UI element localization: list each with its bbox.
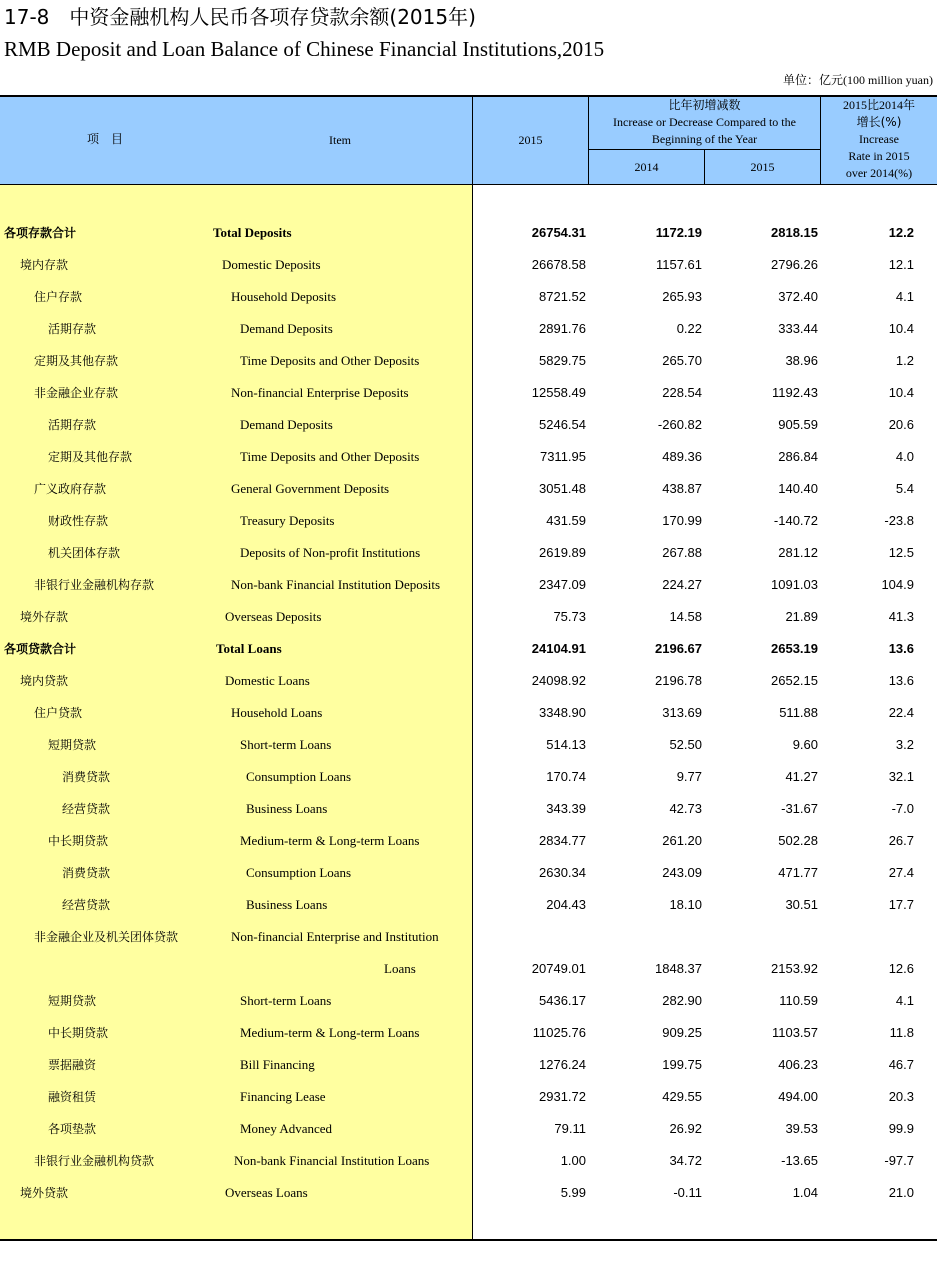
table-row — [0, 537, 937, 569]
increase-2015: 905.59 — [778, 417, 818, 432]
increase-2014: -0.11 — [673, 1185, 702, 1200]
header-increase-en-1: Increase or Decrease Compared to the — [613, 115, 796, 129]
row-label-en: Deposits of Non-profit Institutions — [240, 545, 421, 560]
increase-2015: 1192.43 — [771, 385, 818, 400]
growth-rate: 12.6 — [888, 961, 914, 976]
increase-2015: 2796.26 — [771, 257, 818, 272]
table-row — [0, 953, 937, 985]
increase-2015: 471.77 — [778, 865, 818, 880]
increase-2015: 2653.19 — [771, 641, 818, 656]
row-label-cn: 经营贷款 — [62, 802, 111, 816]
growth-rate: 46.7 — [888, 1057, 914, 1072]
increase-2015: 9.60 — [792, 737, 818, 752]
row-label-en: Domestic Deposits — [222, 257, 321, 272]
row-label-en: Financing Lease — [240, 1089, 326, 1104]
increase-2014: 224.27 — [662, 577, 702, 592]
header-rate-l5: over 2014(%) — [845, 166, 913, 180]
value-2015: 170.74 — [546, 769, 586, 784]
growth-rate: 26.7 — [888, 833, 914, 848]
increase-2014: 42.73 — [669, 801, 702, 816]
growth-rate: 32.1 — [888, 769, 914, 784]
bottom-rule — [0, 1239, 937, 1241]
row-label-cn: 住户存款 — [34, 290, 83, 304]
table-row — [0, 345, 937, 377]
growth-rate: 12.1 — [888, 257, 914, 272]
row-label-cn: 非金融企业及机关团体贷款 — [34, 930, 179, 944]
table-row — [0, 889, 937, 921]
header-rate-l1: 2015比2014年 — [842, 98, 915, 112]
header-sub-2014: 2014 — [634, 160, 659, 174]
row-label-en: Short-term Loans — [240, 737, 332, 752]
increase-2014: 14.58 — [669, 609, 702, 624]
growth-rate: 4.1 — [895, 289, 914, 304]
increase-2015: 38.96 — [785, 353, 818, 368]
increase-2015: 21.89 — [785, 609, 818, 624]
row-label-en: Consumption Loans — [246, 769, 352, 784]
increase-2014: 261.20 — [662, 833, 702, 848]
row-label-cn: 中长期贷款 — [48, 834, 109, 848]
value-2015: 2630.34 — [539, 865, 586, 880]
increase-2014: -260.82 — [657, 417, 702, 432]
row-label-en: Money Advanced — [240, 1121, 333, 1136]
increase-2015: -31.67 — [781, 801, 818, 816]
row-label-cn: 境内贷款 — [20, 674, 69, 688]
value-2015: 8721.52 — [539, 289, 586, 304]
value-2015: 11025.76 — [532, 1025, 586, 1040]
row-label-cn: 住户贷款 — [34, 706, 83, 720]
growth-rate: 27.4 — [888, 865, 914, 880]
table-row — [0, 825, 937, 857]
increase-2015: 372.40 — [778, 289, 818, 304]
increase-2014: 243.09 — [662, 865, 702, 880]
value-2015: 24098.92 — [531, 673, 586, 688]
increase-2015: -140.72 — [773, 513, 818, 528]
row-label-cn: 境内存款 — [20, 258, 69, 272]
value-2015: 79.11 — [554, 1121, 586, 1136]
row-label-cn: 短期贷款 — [48, 738, 97, 752]
table-row — [0, 985, 937, 1017]
value-2015: 3051.48 — [539, 481, 586, 496]
row-label-cn: 融资租赁 — [48, 1090, 97, 1104]
table-row — [0, 249, 937, 281]
value-2015: 26678.58 — [531, 257, 586, 272]
table-row — [0, 1177, 937, 1209]
value-2015: 2834.77 — [539, 833, 586, 848]
row-label-en: Demand Deposits — [240, 417, 333, 432]
increase-2014: 1848.37 — [655, 961, 702, 976]
growth-rate: 99.9 — [888, 1121, 914, 1136]
growth-rate: 10.4 — [888, 385, 914, 400]
increase-2015: 406.23 — [778, 1057, 818, 1072]
increase-2015: 1091.03 — [771, 577, 818, 592]
table-row — [0, 633, 937, 665]
increase-2014: 265.93 — [662, 289, 702, 304]
row-label-cn: 消费贷款 — [62, 866, 111, 880]
increase-2014: 429.55 — [662, 1089, 702, 1104]
growth-rate: 22.4 — [888, 705, 914, 720]
growth-rate: -23.8 — [884, 513, 914, 528]
growth-rate: -97.7 — [884, 1153, 914, 1168]
increase-2014: 265.70 — [662, 353, 702, 368]
increase-2014: 267.88 — [662, 545, 702, 560]
row-label-en: Non-bank Financial Institution Loans — [234, 1153, 430, 1168]
row-label-en: Overseas Loans — [225, 1185, 308, 1200]
row-label-en: General Government Deposits — [231, 481, 390, 496]
increase-2015: 140.40 — [778, 481, 818, 496]
value-2015: 2619.89 — [539, 545, 586, 560]
table-row — [0, 1017, 937, 1049]
value-2015: 5.99 — [560, 1185, 586, 1200]
row-label-cn: 广义政府存款 — [34, 482, 107, 496]
growth-rate: 10.4 — [888, 321, 914, 336]
table-row — [0, 313, 937, 345]
header-rate-l2: 增长(%) — [856, 115, 902, 129]
value-2015: 1276.24 — [539, 1057, 586, 1072]
increase-2015: 41.27 — [785, 769, 818, 784]
table-row — [0, 1049, 937, 1081]
row-label-en: Loans — [384, 961, 416, 976]
row-label-cn: 各项贷款合计 — [4, 642, 77, 656]
header-increase-cn: 比年初增减数 — [668, 98, 741, 112]
value-2015: 3348.90 — [539, 705, 586, 720]
increase-2015: 333.44 — [778, 321, 818, 336]
table-row — [0, 441, 937, 473]
table-row — [0, 1145, 937, 1177]
growth-rate: 3.2 — [895, 737, 914, 752]
row-label-cn: 短期贷款 — [48, 994, 97, 1008]
row-label-en: Bill Financing — [240, 1057, 315, 1072]
increase-2015: 1.04 — [792, 1185, 818, 1200]
table-row — [0, 377, 937, 409]
growth-rate: 13.6 — [888, 641, 914, 656]
value-2015: 343.39 — [546, 801, 586, 816]
row-label-cn: 非金融企业存款 — [34, 386, 119, 400]
increase-2015: 39.53 — [785, 1121, 818, 1136]
row-label-en: Non-financial Enterprise and Institution — [231, 929, 439, 944]
row-label-cn: 非银行业金融机构存款 — [34, 578, 155, 592]
row-label-cn: 定期及其他存款 — [34, 354, 119, 368]
growth-rate: 11.8 — [889, 1025, 914, 1040]
value-2015: 75.73 — [553, 609, 586, 624]
row-label-en: Business Loans — [246, 897, 328, 912]
increase-2015: 494.00 — [778, 1089, 818, 1104]
growth-rate: 104.9 — [881, 577, 914, 592]
increase-2014: 228.54 — [662, 385, 702, 400]
header-item-en: Item — [329, 133, 351, 147]
row-label-cn: 票据融资 — [48, 1058, 97, 1072]
page-title-cn: 17-8 中资金融机构人民币各项存贷款余额(2015年) — [4, 5, 476, 29]
increase-2014: 9.77 — [676, 769, 702, 784]
table-row — [0, 761, 937, 793]
table-row — [0, 1081, 937, 1113]
row-label-cn: 经营贷款 — [62, 898, 111, 912]
header-rate-l3: Increase — [859, 132, 899, 146]
increase-2014: 18.10 — [669, 897, 702, 912]
growth-rate: 20.6 — [888, 417, 914, 432]
row-label-en: Business Loans — [246, 801, 328, 816]
header-sub-2015: 2015 — [750, 160, 775, 174]
increase-2015: 511.88 — [779, 705, 818, 720]
header-increase-en-2: Beginning of the Year — [651, 132, 758, 146]
increase-2015: -13.65 — [781, 1153, 818, 1168]
table-row — [0, 665, 937, 697]
value-2015: 26754.31 — [531, 225, 586, 240]
row-label-en: Overseas Deposits — [225, 609, 322, 624]
increase-2015: 1103.57 — [771, 1025, 818, 1040]
value-2015: 20749.01 — [531, 961, 586, 976]
growth-rate: 1.2 — [895, 353, 914, 368]
row-label-cn: 各项存款合计 — [4, 226, 77, 240]
value-2015: 2347.09 — [539, 577, 586, 592]
growth-rate: 12.2 — [888, 225, 914, 240]
row-label-en: Medium-term & Long-term Loans — [240, 1025, 420, 1040]
row-label-en: Demand Deposits — [240, 321, 333, 336]
table-row — [0, 569, 937, 601]
header-col-2015: 2015 — [518, 133, 543, 147]
row-label-cn: 活期存款 — [48, 418, 97, 432]
row-label-cn: 各项垫款 — [48, 1122, 97, 1136]
table-row — [0, 1113, 937, 1145]
table-row — [0, 505, 937, 537]
row-label-cn: 财政性存款 — [48, 514, 109, 528]
increase-2015: 30.51 — [785, 897, 818, 912]
increase-2015: 2818.15 — [771, 225, 818, 240]
table-row — [0, 409, 937, 441]
row-label-cn: 境外贷款 — [20, 1186, 69, 1200]
row-label-en: Household Loans — [231, 705, 323, 720]
value-2015: 5436.17 — [539, 993, 586, 1008]
increase-2014: 2196.78 — [655, 673, 702, 688]
row-label-en: Total Loans — [216, 641, 282, 656]
header-rate-l4: Rate in 2015 — [848, 149, 910, 163]
unit-note — [783, 72, 933, 88]
table-row — [0, 857, 937, 889]
increase-2014: 0.22 — [676, 321, 702, 336]
row-label-en: Total Deposits — [213, 225, 292, 240]
increase-2014: 1157.61 — [655, 257, 702, 272]
increase-2014: 282.90 — [662, 993, 702, 1008]
growth-rate: 4.0 — [895, 449, 914, 464]
growth-rate: 41.3 — [888, 609, 914, 624]
increase-2015: 281.12 — [778, 545, 818, 560]
value-2015: 7311.95 — [539, 449, 586, 464]
unit-cn: 单位：亿元 — [782, 73, 843, 87]
row-label-cn: 机关团体存款 — [48, 546, 121, 560]
table-row — [0, 601, 937, 633]
value-2015: 5829.75 — [539, 353, 586, 368]
increase-2014: 26.92 — [669, 1121, 702, 1136]
row-label-cn: 活期存款 — [48, 322, 97, 336]
increase-2014: 170.99 — [662, 513, 702, 528]
header-item-cn: 项 目 — [86, 132, 123, 146]
table-row — [0, 921, 937, 953]
table-row — [0, 281, 937, 313]
increase-2014: 199.75 — [662, 1057, 702, 1072]
table-row — [0, 793, 937, 825]
increase-2015: 2652.15 — [771, 673, 818, 688]
value-2015: 24104.91 — [531, 641, 586, 656]
growth-rate: 17.7 — [888, 897, 914, 912]
increase-2014: 52.50 — [669, 737, 702, 752]
row-label-en: Time Deposits and Other Deposits — [240, 449, 420, 464]
increase-2014: 1172.19 — [655, 225, 702, 240]
increase-2015: 286.84 — [778, 449, 818, 464]
row-label-en: Short-term Loans — [240, 993, 332, 1008]
row-label-cn: 消费贷款 — [62, 770, 111, 784]
increase-2014: 438.87 — [662, 481, 702, 496]
table-row — [0, 729, 937, 761]
table-row — [0, 697, 937, 729]
table-row — [0, 473, 937, 505]
value-2015: 12558.49 — [531, 385, 586, 400]
value-2015: 5246.54 — [539, 417, 586, 432]
growth-rate: 21.0 — [888, 1185, 914, 1200]
page-title-en: RMB Deposit and Loan Balance of Chinese Financial Institutions,2015 — [4, 37, 605, 61]
value-2015: 2931.72 — [539, 1089, 586, 1104]
increase-2015: 110.59 — [779, 993, 818, 1008]
increase-2014: 2196.67 — [655, 641, 702, 656]
unit-en: (100 million yuan) — [843, 73, 933, 87]
row-label-cn: 定期及其他存款 — [48, 450, 133, 464]
value-2015: 1.00 — [560, 1153, 586, 1168]
row-label-en: Non-financial Enterprise Deposits — [231, 385, 409, 400]
increase-2015: 2153.92 — [771, 961, 818, 976]
increase-2014: 489.36 — [662, 449, 702, 464]
value-2015: 514.13 — [546, 737, 586, 752]
row-label-cn: 中长期贷款 — [48, 1026, 109, 1040]
row-label-en: Consumption Loans — [246, 865, 352, 880]
row-label-en: Domestic Loans — [225, 673, 310, 688]
increase-2014: 313.69 — [662, 705, 702, 720]
row-label-cn: 非银行业金融机构贷款 — [34, 1154, 155, 1168]
growth-rate: 4.1 — [895, 993, 914, 1008]
growth-rate: 13.6 — [888, 673, 914, 688]
increase-2014: 909.25 — [662, 1025, 702, 1040]
row-label-en: Treasury Deposits — [240, 513, 335, 528]
value-2015: 204.43 — [546, 897, 586, 912]
row-label-en: Household Deposits — [231, 289, 337, 304]
growth-rate: 5.4 — [895, 481, 914, 496]
value-2015: 2891.76 — [539, 321, 586, 336]
row-label-en: Non-bank Financial Institution Deposits — [231, 577, 441, 592]
header-subrule — [588, 149, 820, 150]
growth-rate: 20.3 — [888, 1089, 914, 1104]
increase-2014: 34.72 — [669, 1153, 702, 1168]
table-row — [0, 217, 937, 249]
row-label-en: Medium-term & Long-term Loans — [240, 833, 420, 848]
row-label-en: Time Deposits and Other Deposits — [240, 353, 420, 368]
increase-2015: 502.28 — [778, 833, 818, 848]
growth-rate: 12.5 — [888, 545, 914, 560]
value-2015: 431.59 — [546, 513, 586, 528]
row-label-cn: 境外存款 — [20, 610, 69, 624]
growth-rate: -7.0 — [891, 801, 914, 816]
